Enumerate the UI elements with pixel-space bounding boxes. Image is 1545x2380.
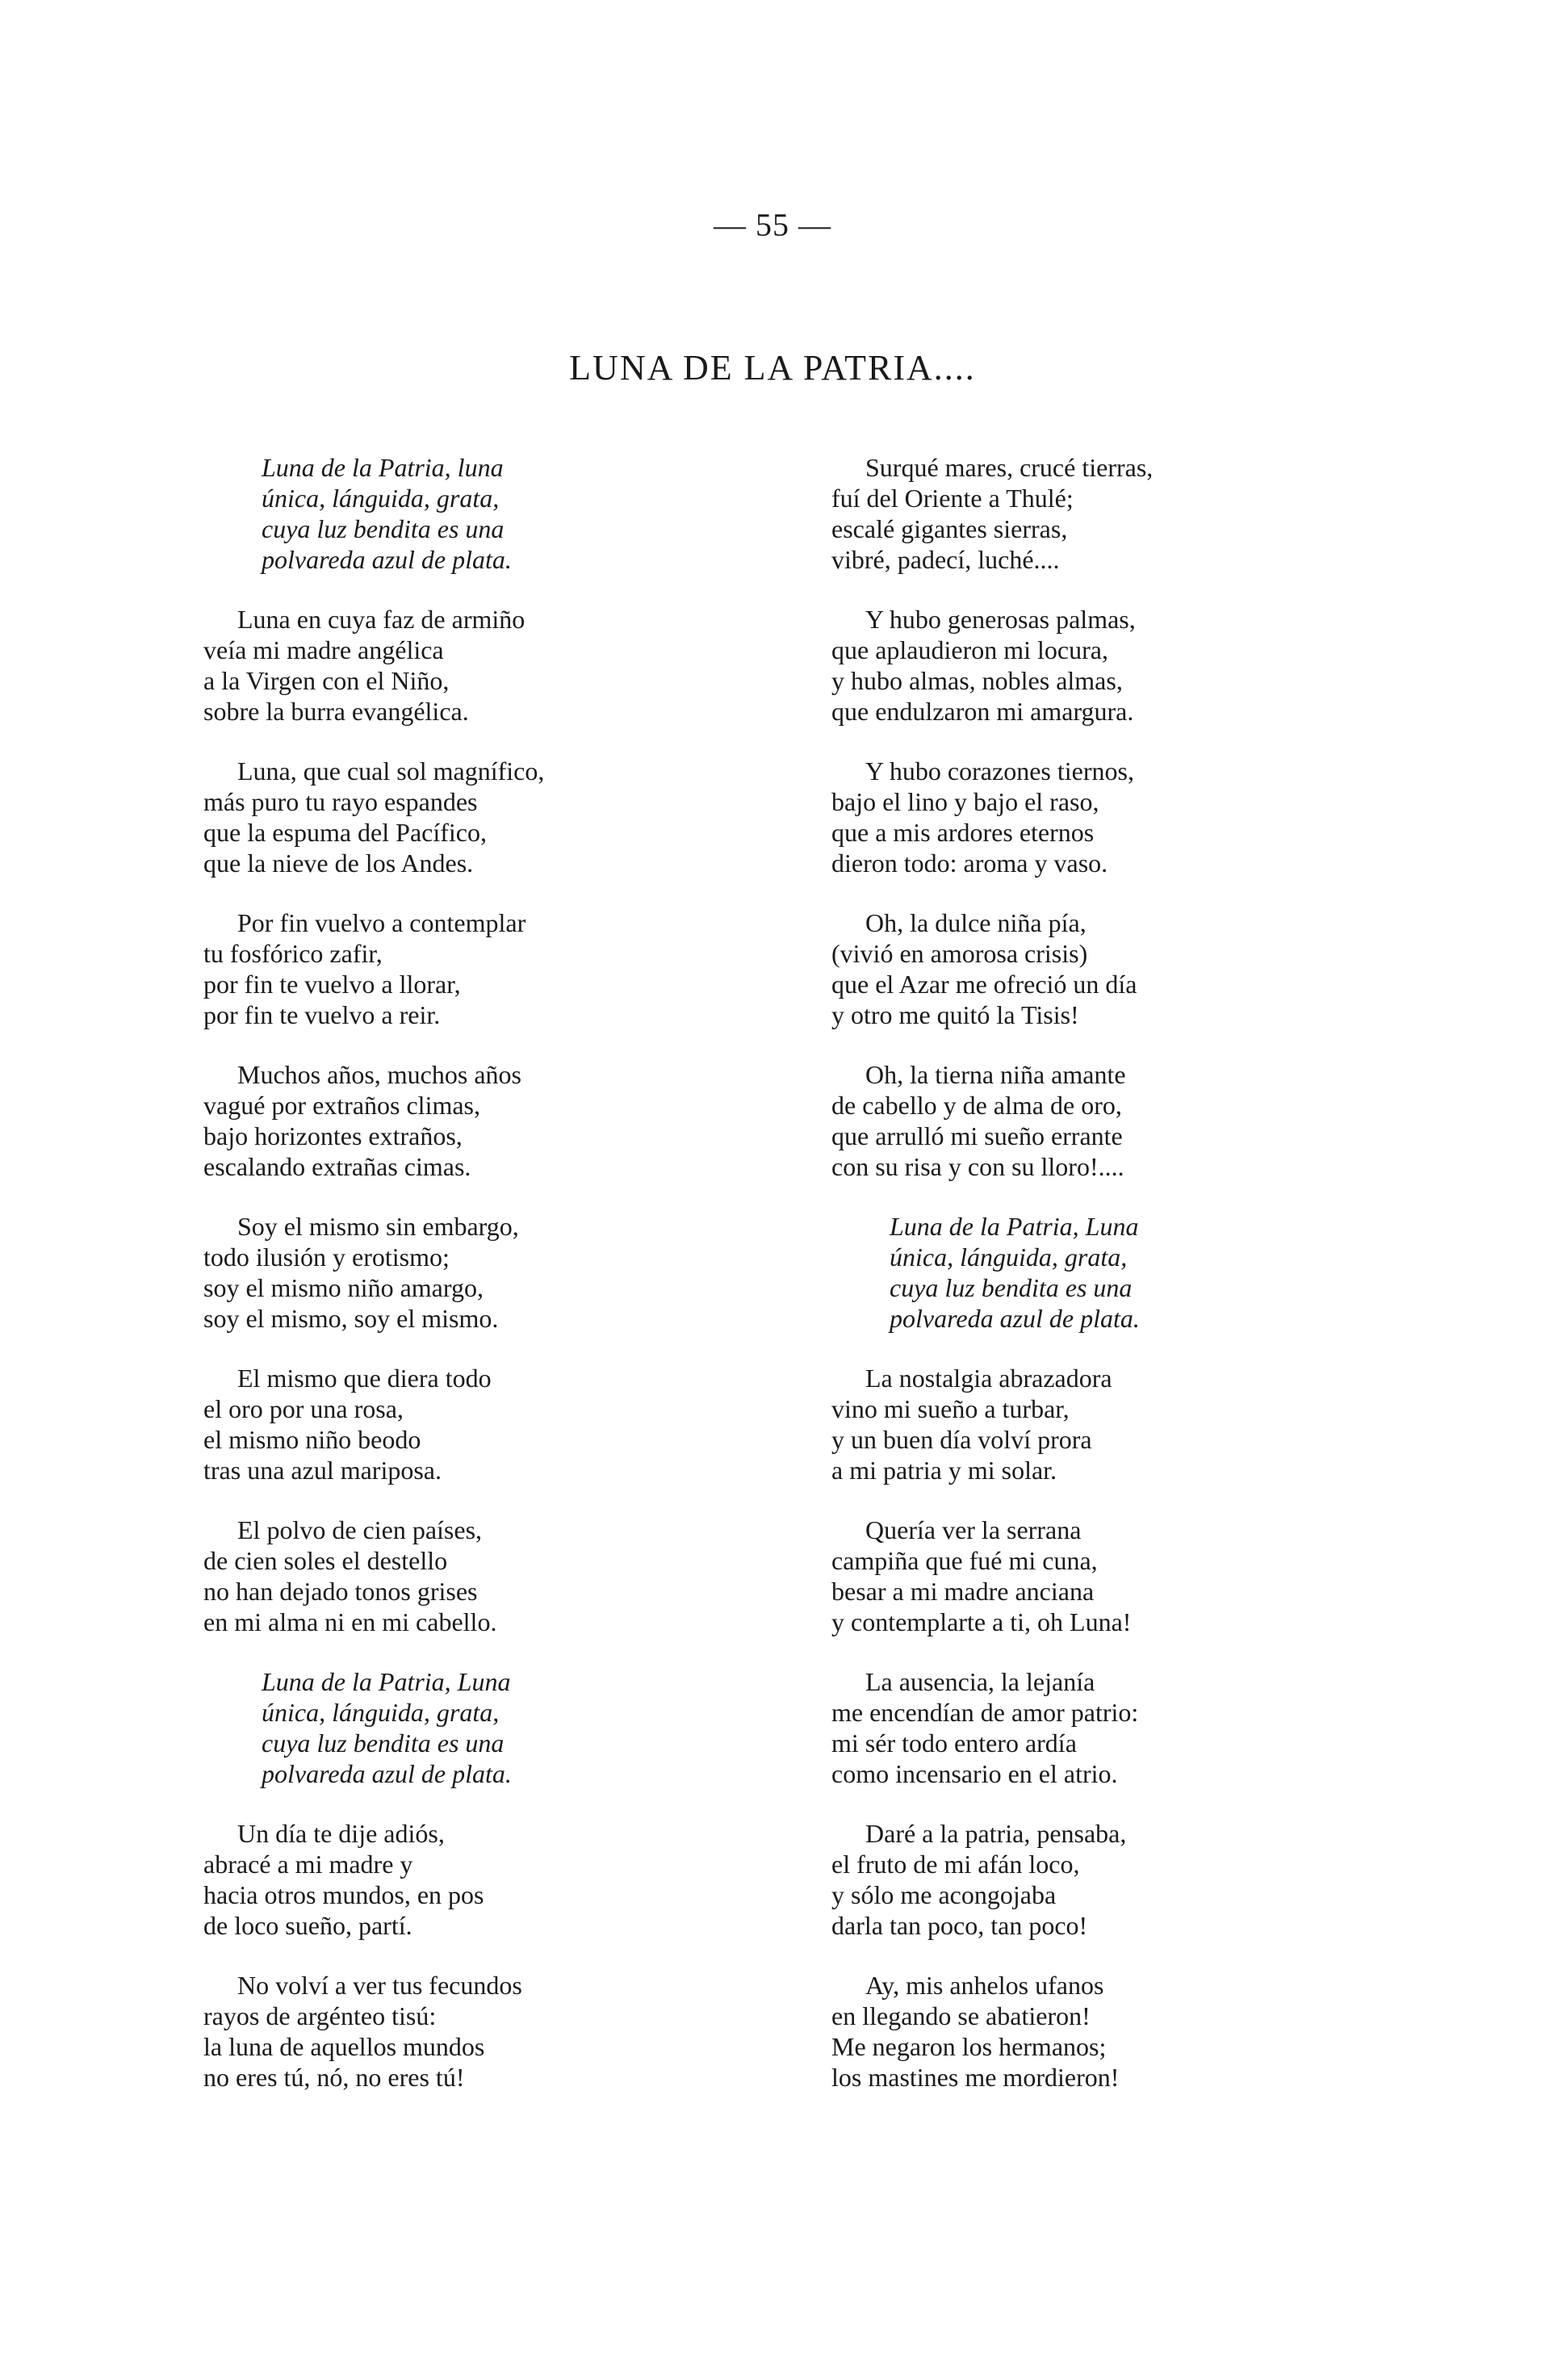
verse-line: No volví a ver tus fecundos [237,1971,522,2000]
verse-line: Me negaron los hermanos; [831,2032,1107,2061]
verse-line: vibré, padecí, luché.... [831,545,1060,574]
refrain-stanza [831,1211,1348,1334]
verse-line: que la espuma del Pacífico, [203,818,487,847]
refrain-stanza [203,452,720,575]
verse-line: cuya luz bendita es una [262,1728,505,1758]
verse-line: vino mi sueño a turbar, [831,1394,1070,1423]
poem-title: LUNA DE LA PATRIA.... [569,348,976,388]
verse-line: rayos de argénteo tisú: [203,2001,437,2030]
verse-line: y sólo me acongojaba [831,1880,1057,1909]
verse-line: La ausencia, la lejanía [865,1667,1095,1696]
right-column [831,452,1348,2122]
verse-line: con su risa y con su lloro!.... [831,1152,1124,1181]
verse-line: que endulzaron mi amargura. [831,697,1134,726]
verse-line: como incensario en el atrio. [831,1759,1118,1788]
verse-line: por fin te vuelvo a llorar, [203,970,461,999]
verse-line: El mismo que diera todo [237,1364,492,1393]
verse-line: en llegando se abatieron! [831,2001,1091,2030]
verse-line: única, lánguida, grata, [890,1242,1128,1272]
verse-line: que arrulló mi sueño errante [831,1121,1123,1150]
verse-line: única, lánguida, grata, [262,484,500,513]
verse-line: bajo horizontes extraños, [203,1121,463,1150]
stanza [203,1211,720,1334]
verse-line: no han dejado tonos grises [203,1577,478,1606]
stanza [831,907,1348,1030]
verse-line: que el Azar me ofreció un día [831,970,1137,999]
verse-line: escalé gigantes sierras, [831,514,1068,543]
stanza [203,1515,720,1637]
stanza [831,1818,1348,1941]
verse-line: no eres tú, nó, no eres tú! [203,2063,465,2092]
refrain-stanza [203,1666,720,1789]
verse-line: Surqué mares, crucé tierras, [865,453,1154,482]
stanza [831,1515,1348,1637]
stanza [203,756,720,878]
verse-line: tras una azul mariposa. [203,1456,442,1485]
verse-line: me encendían de amor patrio: [831,1698,1139,1727]
verse-line: tu fosfórico zafir, [203,939,383,968]
verse-line: que a mis ardores eternos [831,818,1095,847]
verse-line: Y hubo generosas palmas, [865,605,1136,634]
verse-line: veía mi madre angélica [203,635,444,664]
verse-line: polvareda azul de plata. [262,1759,512,1788]
verse-line: Luna en cuya faz de armiño [237,605,525,634]
verse-line: Quería ver la serrana [865,1515,1082,1544]
verse-line: Oh, la dulce niña pía, [865,908,1087,937]
verse-line: fuí del Oriente a Thulé; [831,484,1074,513]
stanza [831,452,1348,575]
verse-line: Daré a la patria, pensaba, [865,1819,1127,1848]
left-column [203,452,720,2122]
verse-line: campiña que fué mi cuna, [831,1546,1098,1575]
stanza [831,1666,1348,1789]
verse-line: dieron todo: aroma y vaso. [831,849,1108,878]
verse-line: Muchos años, muchos años [237,1060,521,1089]
verse-line: Luna de la Patria, Luna [890,1212,1139,1241]
verse-line: única, lánguida, grata, [262,1698,500,1727]
verse-line: a mi patria y mi solar. [831,1456,1057,1485]
verse-line: que aplaudieron mi locura, [831,635,1108,664]
verse-line: de loco sueño, partí. [203,1911,412,1940]
verse-line: bajo el lino y bajo el raso, [831,787,1099,816]
verse-line: Oh, la tierna niña amante [865,1060,1126,1089]
verse-line: Luna de la Patria, Luna [262,1667,511,1696]
verse-line: (vivió en amorosa crisis) [831,939,1088,968]
stanza [203,1059,720,1182]
verse-line: mi sér todo entero ardía [831,1728,1077,1758]
verse-line: y otro me quitó la Tisis! [831,1000,1079,1029]
verse-line: en mi alma ni en mi cabello. [203,1607,497,1636]
stanza [831,1363,1348,1485]
stanza [203,604,720,727]
stanza [831,756,1348,878]
verse-line: polvareda azul de plata. [890,1304,1140,1333]
verse-line: la luna de aquellos mundos [203,2032,485,2061]
verse-line: que la nieve de los Andes. [203,849,474,878]
verse-line: El polvo de cien países, [237,1515,483,1544]
verse-line: los mastines me mordieron! [831,2063,1120,2092]
stanza [831,1970,1348,2093]
verse-line: de cabello y de alma de oro, [831,1091,1122,1120]
stanza [203,907,720,1030]
verse-line: y contemplarte a ti, oh Luna! [831,1607,1132,1636]
verse-line: cuya luz bendita es una [890,1273,1133,1302]
stanza [203,1818,720,1941]
verse-line: polvareda azul de plata. [262,545,512,574]
verse-line: Soy el mismo sin embargo, [237,1212,519,1241]
verse-line: el fruto de mi afán loco, [831,1850,1080,1879]
verse-line: a la Virgen con el Niño, [203,666,450,695]
verse-line: La nostalgia abrazadora [865,1364,1112,1393]
verse-line: soy el mismo, soy el mismo. [203,1304,499,1333]
verse-line: y hubo almas, nobles almas, [831,666,1123,695]
verse-line: y un buen día volví prora [831,1425,1092,1454]
verse-line: Ay, mis anhelos ufanos [865,1971,1104,2000]
verse-line: escalando extrañas cimas. [203,1152,471,1181]
verse-line: más puro tu rayo espandes [203,787,478,816]
verse-line: de cien soles el destello [203,1546,448,1575]
verse-line: Luna de la Patria, luna [262,453,504,482]
stanza [831,1059,1348,1182]
verse-line: Un día te dije adiós, [237,1819,445,1848]
verse-line: vagué por extraños climas, [203,1091,480,1120]
verse-line: besar a mi madre anciana [831,1577,1095,1606]
verse-line: sobre la burra evangélica. [203,697,469,726]
verse-line: por fin te vuelvo a reir. [203,1000,441,1029]
verse-line: abracé a mi madre y [203,1850,413,1879]
verse-line: darla tan poco, tan poco! [831,1911,1088,1940]
verse-line: Y hubo corazones tiernos, [865,756,1134,786]
verse-line: Luna, que cual sol magnífico, [237,756,545,786]
verse-line: el oro por una rosa, [203,1394,404,1423]
verse-line: soy el mismo niño amargo, [203,1273,484,1302]
verse-line: el mismo niño beodo [203,1425,421,1454]
stanza [203,1970,720,2093]
verse-line: Por fin vuelvo a contemplar [237,908,526,937]
verse-line: cuya luz bendita es una [262,514,505,543]
verse-line: todo ilusión y erotismo; [203,1242,450,1272]
stanza [831,604,1348,727]
stanza [203,1363,720,1485]
verse-line: hacia otros mundos, en pos [203,1880,484,1909]
page-number: — 55 — [714,207,831,243]
